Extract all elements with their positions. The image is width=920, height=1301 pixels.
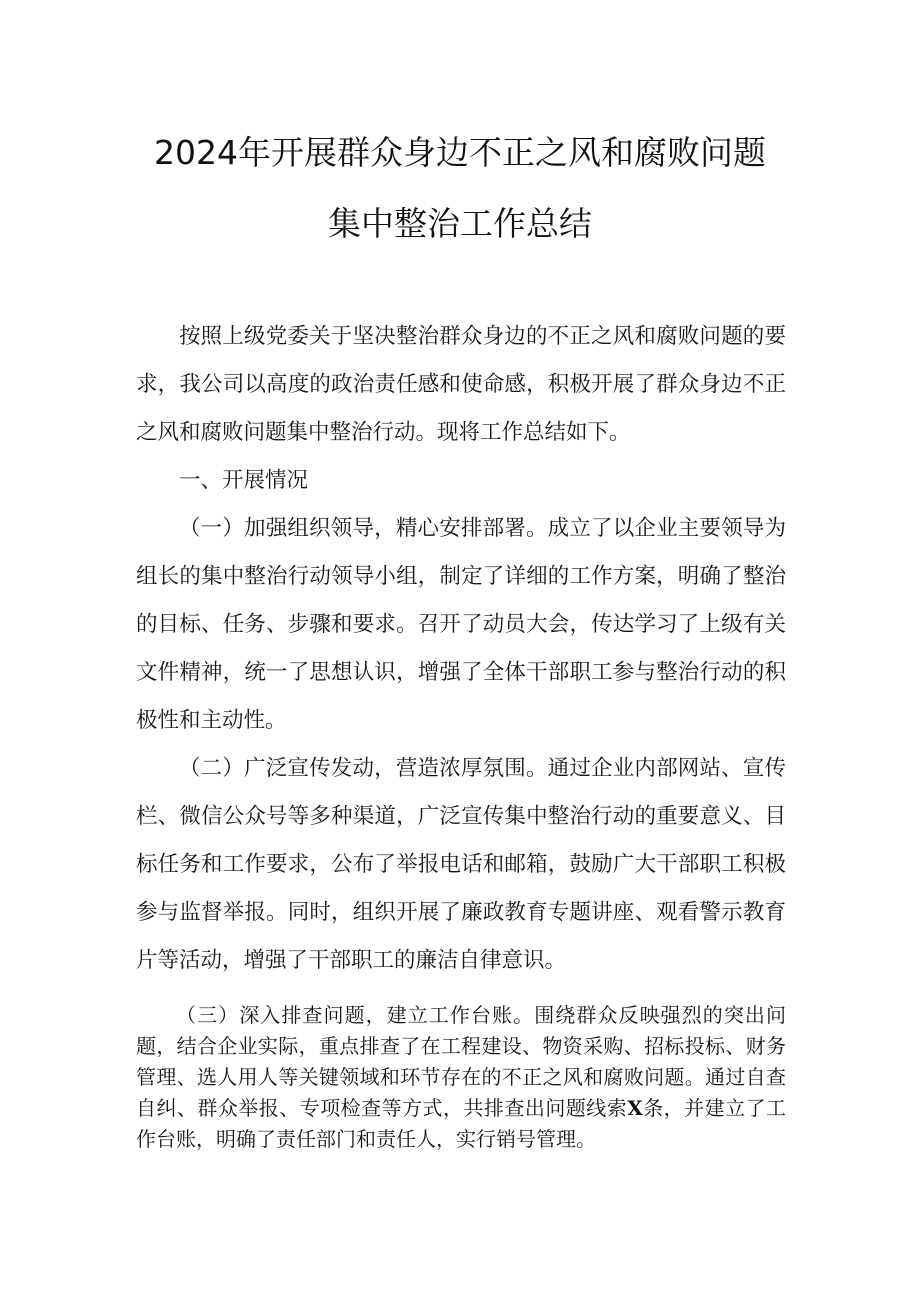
problem-count-placeholder: X: [627, 1096, 643, 1120]
intro-paragraph: 按照上级党委关于坚决整治群众身边的不正之风和腐败问题的要求，我公司以高度的政治责任感和使命感，积极开展了群众身边不正之风和腐败问题集中整治行动。现将工作总结如下。: [136, 324, 786, 445]
document-title-line-2: 集中整治工作总结: [328, 204, 592, 243]
section-heading-1: 一、开展情况: [179, 468, 309, 493]
document-body-continued: [136, 1000, 786, 1155]
subsection-paragraph-2: （二）广泛宣传发动，营造浓厚氛围。通过企业内部网站、宣传栏、微信公众号等多种渠道，广泛宣传集中整治行动的重要意义、目标任务和工作要求，公布了举报电话和邮箱，鼓励广大干部职工积极参与监督举报。同时，组织开展了廉政教育专题讲座、观看警示教育片等活动，增强了干部职工的廉洁自律意识。: [136, 756, 786, 973]
subsection-paragraph-1: （一）加强组织领导，精心安排部署。成立了以企业主要领导为组长的集中整治行动领导小组，制定了详细的工作方案，明确了整治的目标、任务、步骤和要求。召开了动员大会，传达学习了上级有关文件精神，统一了思想认识，增强了全体干部职工参与整治行动的积极性和主动性。: [136, 516, 786, 733]
document-body: [136, 313, 786, 985]
subsection-3-text-start: （三）深入排查问题，建立工作台账。围绕群众反映强烈的突出问题，结合企业实际，重点排查了在工程建设、物资采购、招标投标、财务管理、选人用人等关键领域和环节存在的不正之风和腐败问题。通过自查自纠、群众举报、专项检查等方式，共排查出问题线索: [136, 1003, 786, 1120]
subsection-paragraph-3: [136, 1000, 786, 1155]
document-title-line-1: 2024年开展群众身边不正之风和腐败问题: [154, 133, 766, 172]
subsection-3-text-end: 条，并建立了工作台账，明确了责任部门和责任人，实行销号管理。: [136, 1096, 787, 1151]
